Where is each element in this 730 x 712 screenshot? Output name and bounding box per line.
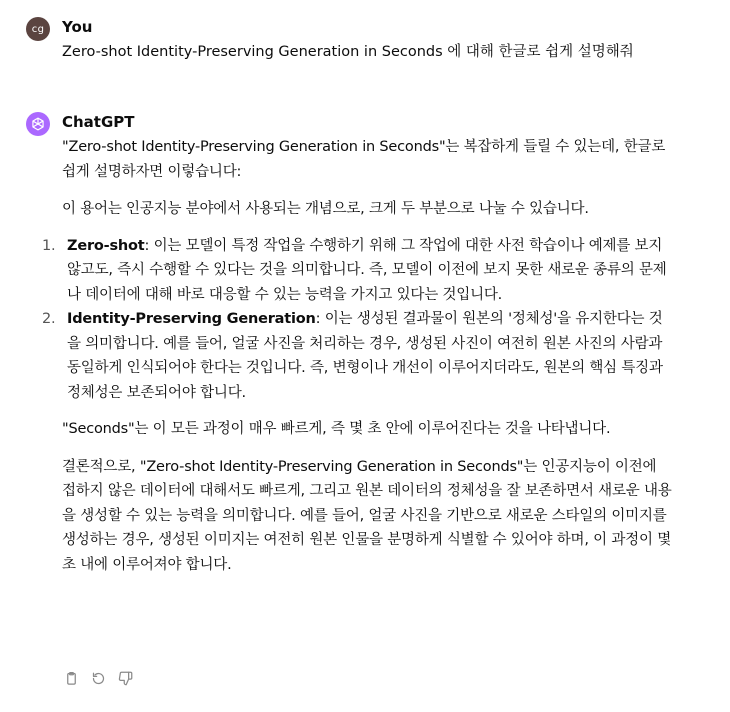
assistant-name: ChatGPT: [62, 113, 135, 131]
user-name: You: [62, 18, 93, 36]
list-item-text: : 이는 생성된 결과물이 원본의 '정체성'을 유지한다는 것을 의미합니다. 예를 들어, 얼굴 사진을 처리하는 경우, 생성된 사진이 여전히 원본 사진의 사람과 동일하게 인식되어야 한다는 것입니다. 즉, 변형이나 개선이 이루어지더라도, 원본의 핵심 특징과 정체성은 보존되어야 합니다.: [67, 311, 663, 401]
regenerate-icon[interactable]: [89, 669, 107, 687]
answer-intro: "Zero-shot Identity-Preserving Generation in Seconds"는 복잡하게 들릴 수 있는데, 한글로 쉽게 설명하자면 이렇습니다:: [62, 139, 666, 180]
user-avatar-initials: cg: [31, 23, 45, 35]
clipboard-icon[interactable]: [62, 669, 80, 687]
answer-seconds: "Seconds"는 이 모든 과정이 매우 빠르게, 즉 몇 초 안에 이루어진다는 것을 나타냅니다.: [62, 421, 611, 437]
answer-definition: 이 용어는 인공지능 분야에서 사용되는 개념으로, 크게 두 부분으로 나눌 수 있습니다.: [62, 201, 589, 217]
list-item: [42, 234, 674, 308]
list-item-term: Zero-shot: [67, 237, 145, 254]
message-actions: [62, 669, 134, 687]
list-item-term: Identity-Preserving Generation: [67, 311, 316, 327]
user-message: Zero-shot Identity-Preserving Generation in Seconds 에 대해 한글로 쉽게 설명해줘: [62, 44, 634, 60]
answer-conclusion: 결론적으로, "Zero-shot Identity-Preserving Generation in Seconds"는 인공지능이 이전에 접하지 않은 데이터에 대해서도 빠르게, 그리고 원본 데이터의 정체성을 잘 보존하면서 새로운 내용을 생성할 수 있는 능력을 의미합니다. 예를 들어, 얼굴 사진을 기반으로 새로운 스타일의 이미지를 생성하는 경우, 생성된 이미지는 여전히 원본 인물을 분명하게 식별할 수 있어야 하며, 이 과정이 몇 초 내에 이루어져야 합니다.: [62, 458, 672, 573]
list-item-text: : 이는 모델이 특정 작업을 수행하기 위해 그 작업에 대한 사전 학습이나 예제를 보지 않고도, 즉시 수행할 수 있다는 것을 의미합니다. 즉, 모델이 이전에 보지 못한 새로운 종류의 문제나 데이터에 대해 바로 대응할 수 있는 능력을 가지고 있다는 것입니다.: [67, 237, 667, 303]
answer-list: [42, 234, 674, 406]
thumbs-down-icon[interactable]: [116, 669, 134, 687]
list-item: [42, 307, 674, 405]
user-avatar: [26, 17, 50, 41]
assistant-message: [42, 135, 674, 577]
chatgpt-logo-icon: [26, 112, 50, 136]
list-item-number: 2.: [42, 311, 56, 327]
list-item-number: 1.: [42, 237, 56, 254]
